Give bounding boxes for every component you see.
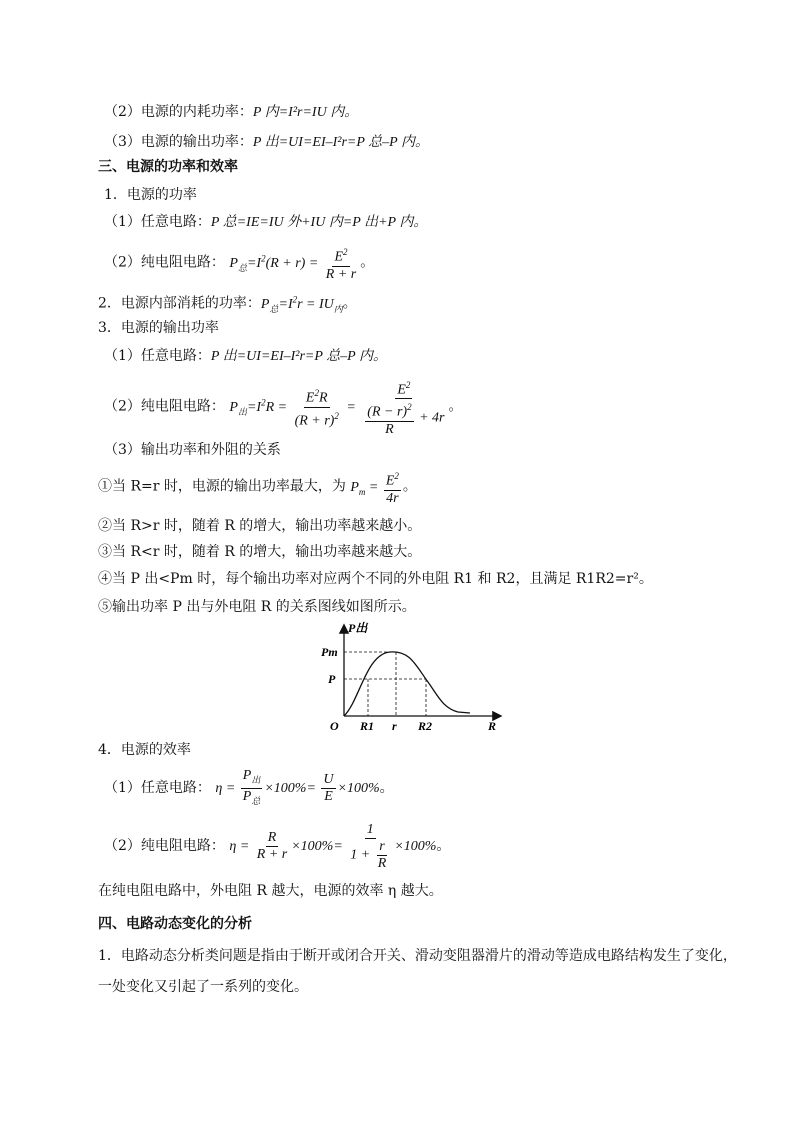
output-any-circuit-formula: P 出=UI=EI–I²r=P 总–P 内。 — [210, 349, 387, 364]
output-power-formula: P 出=UI=EI–I²r=P 总–P 内。 — [252, 135, 429, 150]
output-any-circuit-line — [104, 346, 387, 367]
power-any-circuit-formula: P 总=IE=IU 外+IU 内=P 出+P 内。 — [210, 215, 428, 230]
origin-label: O — [330, 719, 339, 733]
efficiency-any-circuit-line: （1）任意电路： η = $\frac{P_出}{P_总}$ ×100%= $\frac{U}{E}$ ×100%。 — [104, 768, 394, 807]
efficiency-pure-resistance-label: （2）纯电阻电路： — [104, 838, 225, 854]
condition-5-line: ⑤输出功率 P 出与外电阻 R 的关系图线如图所示。 — [98, 599, 416, 615]
condition-3-line: ③当 R<r 时，随着 R 的增大，输出功率越来越大。 — [98, 544, 422, 560]
power-pure-resistance-formula: $P_总=I^2(R + r)$ = $\frac{E^2}{R + r}$ — [229, 256, 360, 271]
dynamic-analysis-paragraph: 1．电路动态分析类问题是指由于断开或闭合开关、滑动变阻器滑片的滑动等造成电路结构发生了变化，一处变化又引起了一系列的变化。 — [98, 948, 737, 995]
condition-4-line: ④当 P 出<Pm 时，每个输出功率对应两个不同的外电阻 R1 和 R2，且满足 R1R2=r²。 — [98, 571, 653, 587]
output-any-circuit-label: （1）任意电路： — [104, 348, 211, 364]
pm-label: Pm — [321, 645, 338, 659]
internal-consumption-label: 2．电源内部消耗的功率： — [98, 295, 261, 312]
subsection-3-title: 3．电源的输出功率 — [98, 320, 219, 336]
efficiency-conclusion: 在纯电阻电路中，外电阻 R 越大，电源的效率 η 越大。 — [98, 883, 443, 899]
r2-label: R2 — [418, 719, 433, 733]
condition-1-text: ①当 R=r 时，电源的输出功率最大，为 — [98, 478, 346, 495]
p-label: P — [328, 672, 336, 686]
section-three-heading: 三、电源的功率和效率 — [98, 159, 238, 175]
efficiency-pure-resistance-formula: η = $\frac{R}{R + r}$ ×100%= 1 1 + $\frac{r}{R}$ ×100% — [229, 821, 437, 871]
r-label: r — [392, 719, 397, 733]
subsection-1-title: 1．电源的功率 — [104, 187, 197, 203]
section-four-heading: 四、电路动态变化的分析 — [98, 916, 252, 932]
power-any-circuit-label: （1）任意电路： — [104, 214, 211, 230]
internal-power-formula: P 内=I²r=IU 内。 — [252, 105, 359, 120]
power-resistance-graph — [318, 620, 508, 738]
output-power-line — [104, 132, 429, 153]
output-power-label: （3）电源的输出功率： — [104, 134, 253, 150]
condition-1-line: ①当 R=r 时，电源的输出功率最大，为 $P_m$ = $\frac{E^2}{4r}$ 。 — [98, 468, 417, 509]
internal-consumption-line: 2．电源内部消耗的功率：$P_总=I^2r = IU_内$。 — [98, 294, 357, 314]
r1-label: R1 — [360, 719, 375, 733]
output-pure-resistance-line: （2）纯电阻电路： $P_出=I^2R$ = $\frac{E^2R}{(R + r)^2}$ = $E^2$ $\frac{(R - r)^2}{R}$ + 4r 。 — [104, 374, 462, 439]
power-pure-resistance-label: （2）纯电阻电路： — [104, 254, 225, 271]
power-curve — [344, 652, 470, 716]
internal-consumption-formula: $P_总=I^2r = IU_内$ — [260, 294, 343, 314]
power-any-circuit-line — [104, 212, 427, 233]
internal-power-line — [104, 102, 358, 123]
x-axis-label: R — [488, 719, 497, 733]
max-power-formula: $P_m$ = $\frac{E^2}{4r}$ — [350, 480, 403, 495]
efficiency-any-circuit-label: （1）任意电路： — [104, 780, 211, 796]
output-pure-resistance-label: （2）纯电阻电路： — [104, 398, 225, 415]
efficiency-any-circuit-formula: η = $\frac{P_出}{P_总}$ ×100%= $\frac{U}{E}$ ×100% — [215, 768, 380, 807]
output-pure-resistance-formula: $P_出=I^2R$ = $\frac{E^2R}{(R + r)^2}$ = $E^2$ $\frac{(R - r)^2}{R}$ + 4r — [229, 400, 448, 415]
y-axis-label: P出 — [348, 621, 368, 635]
subsection-4-title: 4．电源的效率 — [98, 742, 191, 758]
efficiency-pure-resistance-line: （2）纯电阻电路： η = $\frac{R}{R + r}$ ×100%= 1 1 + $\frac{r}{R}$ ×100%。 — [104, 821, 451, 871]
internal-power-label: （2）电源的内耗功率： — [104, 104, 253, 120]
power-pure-resistance-line: （2）纯电阻电路： $P_总=I^2(R + r)$ = $\frac{E^2}{R + r}$ 。 — [104, 240, 374, 285]
condition-2-line: ②当 R>r 时，随着 R 的增大，输出功率越来越小。 — [98, 518, 422, 534]
relation-title: （3）输出功率和外阻的关系 — [104, 442, 281, 458]
